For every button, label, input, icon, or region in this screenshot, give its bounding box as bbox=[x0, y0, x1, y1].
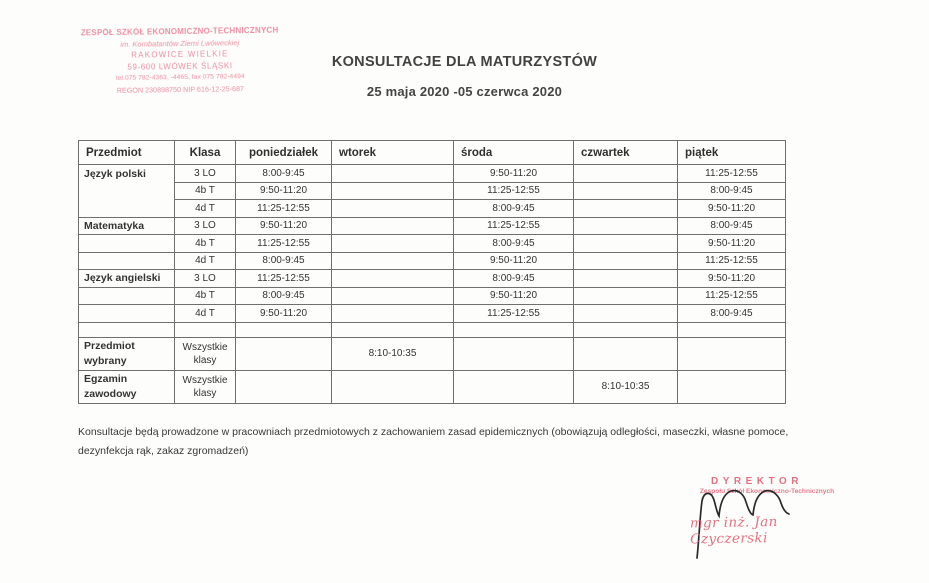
cell-subject bbox=[79, 287, 175, 305]
cell-wednesday: 11:25-12:55 bbox=[454, 182, 574, 200]
table-row bbox=[79, 165, 786, 183]
table-row bbox=[79, 270, 786, 288]
cell-subject: Język polski bbox=[79, 165, 175, 218]
table-row bbox=[79, 217, 786, 235]
cell-subject: Język angielski bbox=[79, 270, 175, 288]
header-subject: Przedmiot bbox=[79, 141, 175, 165]
header-thursday: czwartek bbox=[574, 141, 678, 165]
cell-monday bbox=[236, 370, 332, 403]
cell-friday bbox=[678, 370, 786, 403]
document-subtitle: 25 maja 2020 -05 czerwca 2020 bbox=[366, 84, 563, 99]
table-row bbox=[79, 235, 786, 253]
cell-thursday bbox=[574, 287, 678, 305]
document-title: KONSULTACJE DLA MATURZYSTÓW bbox=[331, 54, 598, 70]
table-row bbox=[79, 252, 786, 270]
cell-class: 4d T bbox=[175, 200, 236, 218]
cell-tuesday bbox=[332, 305, 454, 323]
cell-wednesday: 11:25-12:55 bbox=[454, 217, 574, 235]
cell-thursday bbox=[574, 252, 678, 270]
table-row bbox=[79, 182, 786, 200]
cell-thursday bbox=[574, 200, 678, 218]
cell-thursday bbox=[574, 337, 678, 370]
stamp-line: im. Kombatantów Ziemi Lwóweckiej bbox=[120, 37, 240, 49]
cell-tuesday bbox=[332, 182, 454, 200]
cell-thursday bbox=[574, 165, 678, 183]
cell-monday bbox=[236, 322, 332, 337]
cell-tuesday bbox=[332, 270, 454, 288]
cell-thursday bbox=[574, 322, 678, 337]
cell-friday: 8:00-9:45 bbox=[678, 217, 786, 235]
header-friday: piątek bbox=[678, 141, 786, 165]
cell-monday: 8:00-9:45 bbox=[236, 287, 332, 305]
table-row-spacer bbox=[79, 322, 786, 337]
note-line-1: Konsultacje będą prowadzone w pracowniach przedmiotowych z zachowaniem zasad epidemicznych (obowiązują odległości, maseczki, własne pomoce, bbox=[78, 426, 789, 438]
cell-subject: Egzamin zawodowy bbox=[79, 370, 175, 403]
cell-tuesday bbox=[332, 252, 454, 270]
cell-monday bbox=[236, 337, 332, 370]
cell-tuesday bbox=[332, 370, 454, 403]
cell-subject: Przedmiot wybrany bbox=[79, 337, 175, 370]
cell-class: Wszystkie klasy bbox=[175, 337, 236, 370]
header-tuesday: wtorek bbox=[332, 141, 454, 165]
note-line-2: dezynfekcja rąk, zakaz zgromadzeń) bbox=[78, 445, 249, 457]
cell-class: 3 LO bbox=[175, 217, 236, 235]
cell-friday: 9:50-11:20 bbox=[678, 200, 786, 218]
header-wednesday: środa bbox=[454, 141, 574, 165]
cell-class: Wszystkie klasy bbox=[175, 370, 236, 403]
header-monday: poniedziałek bbox=[236, 141, 332, 165]
schedule-table bbox=[78, 140, 786, 404]
stamp-line: RAKOWICE WIELKIE bbox=[131, 49, 229, 60]
cell-subject: Matematyka bbox=[79, 217, 175, 235]
stamp-line: REGON 230898750 NIP 616-12-25-687 bbox=[116, 83, 245, 95]
cell-monday: 11:25-12:55 bbox=[236, 200, 332, 218]
cell-thursday: 8:10-10:35 bbox=[574, 370, 678, 403]
cell-tuesday bbox=[332, 217, 454, 235]
cell-class bbox=[175, 322, 236, 337]
cell-friday: 11:25-12:55 bbox=[678, 252, 786, 270]
director-name-stamp: mgr inż. Jan Czyczerski bbox=[689, 513, 778, 548]
cell-wednesday bbox=[454, 322, 574, 337]
cell-class: 4d T bbox=[175, 252, 236, 270]
cell-class: 4b T bbox=[175, 182, 236, 200]
cell-tuesday bbox=[332, 235, 454, 253]
cell-monday: 8:00-9:45 bbox=[236, 252, 332, 270]
table-row bbox=[79, 370, 786, 403]
cell-monday: 9:50-11:20 bbox=[236, 305, 332, 323]
cell-thursday bbox=[574, 235, 678, 253]
cell-wednesday bbox=[454, 370, 574, 403]
table-row bbox=[79, 305, 786, 323]
cell-wednesday: 11:25-12:55 bbox=[454, 305, 574, 323]
cell-friday bbox=[678, 322, 786, 337]
cell-wednesday: 8:00-9:45 bbox=[454, 235, 574, 253]
cell-friday: 11:25-12:55 bbox=[678, 165, 786, 183]
cell-wednesday bbox=[454, 337, 574, 370]
cell-thursday bbox=[574, 182, 678, 200]
cell-class: 4d T bbox=[175, 305, 236, 323]
director-role-stamp: DYREKTOR bbox=[711, 476, 803, 487]
cell-thursday bbox=[574, 217, 678, 235]
cell-subject bbox=[79, 252, 175, 270]
stamp-line: tel.075 782-4363, -4465, fax 075 782-4494 bbox=[115, 73, 245, 82]
cell-wednesday: 9:50-11:20 bbox=[454, 165, 574, 183]
table-row bbox=[79, 287, 786, 305]
cell-wednesday: 9:50-11:20 bbox=[454, 287, 574, 305]
table-row bbox=[79, 337, 786, 370]
cell-class: 3 LO bbox=[175, 165, 236, 183]
cell-monday: 9:50-11:20 bbox=[236, 217, 332, 235]
cell-wednesday: 9:50-11:20 bbox=[454, 252, 574, 270]
cell-tuesday bbox=[332, 322, 454, 337]
cell-wednesday: 8:00-9:45 bbox=[454, 270, 574, 288]
cell-tuesday bbox=[332, 287, 454, 305]
cell-subject bbox=[79, 322, 175, 337]
cell-tuesday bbox=[332, 165, 454, 183]
cell-friday: 9:50-11:20 bbox=[678, 270, 786, 288]
cell-monday: 11:25-12:55 bbox=[236, 235, 332, 253]
cell-wednesday: 8:00-9:45 bbox=[454, 200, 574, 218]
cell-friday: 8:00-9:45 bbox=[678, 305, 786, 323]
stamp-line: ZESPÓŁ SZKÓŁ EKONOMICZNO-TECHNICZNYCH bbox=[80, 25, 279, 38]
table-header-row bbox=[79, 141, 786, 165]
cell-friday: 8:00-9:45 bbox=[678, 182, 786, 200]
cell-monday: 8:00-9:45 bbox=[236, 165, 332, 183]
table-row bbox=[79, 200, 786, 218]
cell-thursday bbox=[574, 270, 678, 288]
stamp-line: 59-600 LWÓWEK ŚLĄSKI bbox=[127, 60, 233, 72]
cell-monday: 9:50-11:20 bbox=[236, 182, 332, 200]
header-class: Klasa bbox=[175, 141, 236, 165]
cell-tuesday bbox=[332, 200, 454, 218]
cell-friday bbox=[678, 337, 786, 370]
cell-subject bbox=[79, 305, 175, 323]
cell-class: 3 LO bbox=[175, 270, 236, 288]
cell-subject bbox=[79, 235, 175, 253]
cell-friday: 9:50-11:20 bbox=[678, 235, 786, 253]
cell-thursday bbox=[574, 305, 678, 323]
director-org-stamp: Zespołu Szkół Ekonomiczno-Technicznych bbox=[699, 488, 835, 495]
cell-friday: 11:25-12:55 bbox=[678, 287, 786, 305]
cell-monday: 11:25-12:55 bbox=[236, 270, 332, 288]
cell-class: 4b T bbox=[175, 287, 236, 305]
cell-tuesday: 8:10-10:35 bbox=[332, 337, 454, 370]
cell-class: 4b T bbox=[175, 235, 236, 253]
epidemic-note bbox=[78, 423, 908, 461]
